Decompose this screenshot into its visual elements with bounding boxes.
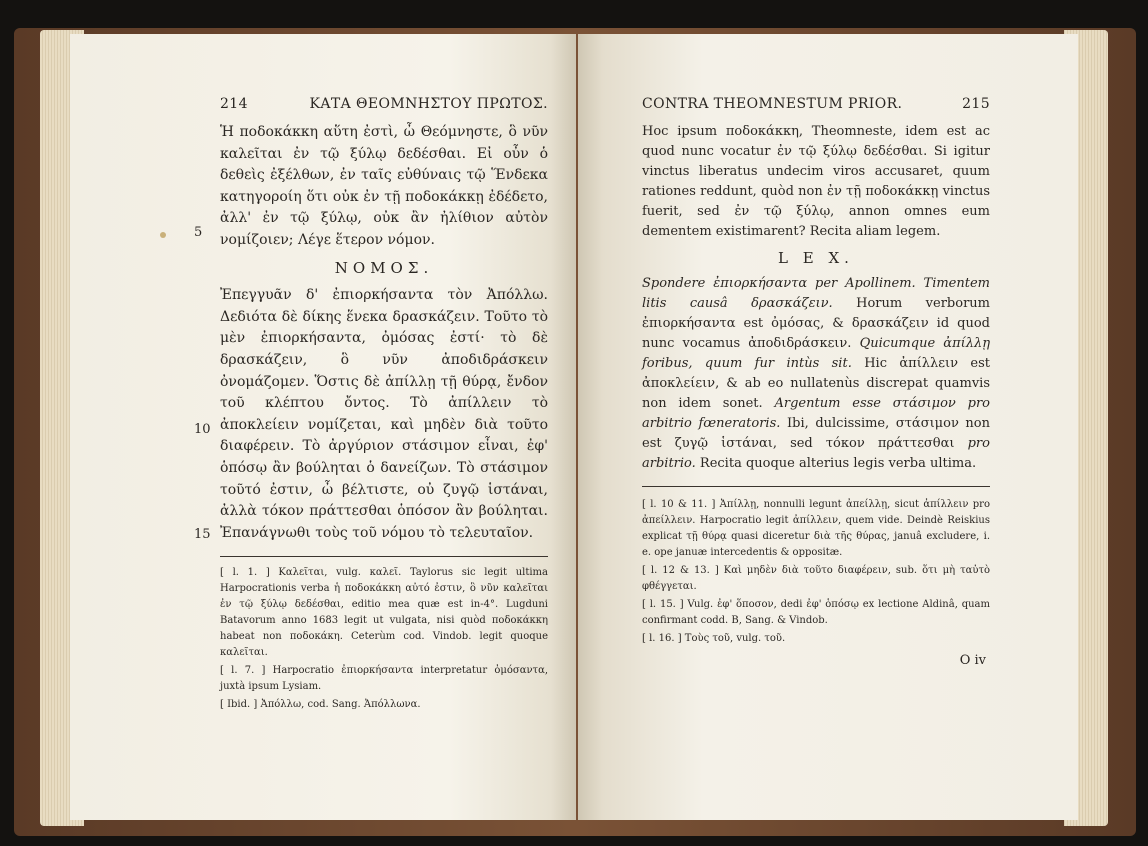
right-footnote-2: [ l. 12 & 13. ] Καὶ μηδὲν διὰ τοῦτο διαφέρειν, sub. ὅτι μὴ ταὐτὸ φθέγγεται. <box>642 565 990 592</box>
left-footnote-2: [ l. 7. ] Harpocratio ἐπιορκήσαντα interpretatur ὀμόσαντα, juxtà ipsum Lysiam. <box>220 665 548 693</box>
right-footnote-1: [ l. 10 & 11. ] Ἀπίλλῃ, nonnulli legunt ἀπείλλῃ, sicut ἀπίλλειν pro ἀπείλλειν. Harpocratio legit ἀπίλλειν, quem vide. Deindè Reiskius explicat τῇ θύρᾳ quasi diceretur διὰ τῆς θύρας, januâ excludere, i. e. ope januæ intercedentis & oppositæ. <box>642 499 990 558</box>
right-footnote-4: [ l. 16. ] Τοὺς τοῦ, vulg. τοῦ. <box>642 633 786 644</box>
left-footnotes <box>220 565 548 713</box>
left-page-number: 214 <box>220 96 248 112</box>
line-number-5: 5 <box>194 225 203 240</box>
right-footnotes <box>642 497 990 647</box>
left-greek-text <box>194 122 548 544</box>
ink-spot <box>160 232 166 238</box>
right-running-title: CONTRA THEOMNESTUM PRIOR. <box>642 96 903 112</box>
lex-text-2: Horum verborum ἐπιορκήσαντα est ὀμόσας, & δρασκάζειν id quod nunc vocamus ἀποδιδράσκειν. <box>642 296 990 351</box>
latin-paragraph-1: Hoc ipsum ποδοκάκκη, Theomneste, idem est ac quod nunc vocatur ἐν τῷ ξύλῳ δεδέσθαι. Si igitur vinctus liberatus undecim viros accusaret, quum rationes reddunt, quòd non ἐν τῇ ποδοκάκκῃ vinctus fuerit, sed ἐν τῷ ξύλῳ, annon omnes eum dementem existimarent? Recita aliam legem. <box>642 124 990 239</box>
lex-text-3: Quicumque ἀπίλλῃ foribus, quum fur intùs sit. <box>642 336 990 371</box>
signature-mark: O iv <box>959 653 986 668</box>
line-number-15: 15 <box>194 527 211 542</box>
left-section-title: ΝΟΜΟΣ. <box>334 258 434 277</box>
left-footnote-1: [ l. 1. ] Καλεῖται, vulg. καλεῖ. Taylorus sic legit ultima Harpocrationis verba ἡ ποδοκάκκη αὐτό ἐστιν, ὃ νῦν καλεῖται ἐν τῷ ξύλῳ δεδέσθαι, editio mea quæ est in-4°. Lugduni Batavorum anno 1683 legit ut vulgata, nisi quòd ποδοκάκκη habeat non ποδοκάκη. Ceterùm cod. Vindob. legit quoque καλεῖται. <box>220 567 548 659</box>
left-footnote-rule <box>220 556 548 557</box>
right-section-title: L E X. <box>778 249 854 267</box>
lex-text-7: pro arbitrio. <box>642 436 990 471</box>
greek-paragraph-2: Ἐπεγγυᾶν δ' ἐπιορκήσαντα τὸν Ἀπόλλω. Δεδιότα δὲ δίκης ἕνεκα δρασκάζειν. Τοῦτο τὸ μὲν ἐπιορκήσαντα, ὀμόσας ἐστί· τὸ δὲ δρασκάζειν, ὃ νῦν ἀποδιδράσκειν ὀνομάζομεν. Ὅστις δὲ ἀπίλλῃ τῇ θύρᾳ, ἔνδον τοῦ κλέπτου ὄντος. Τὸ ἀπίλλειν τὸ ἀποκλείειν νομίζεται, καὶ μηδὲν διὰ τοῦτο διαφέρειν. Τὸ ἀργύριον στάσιμον εἶναι, ἐφ' ὁπόσῳ ἂν βούληται ὁ δανείζων. Τὸ στάσιμον τοῦτό ἐστιν, ὦ βέλτιστε, οὐ ζυγῷ ἱστάναι, ἀλλὰ τόκον πράττεσθαι ὁπόσον ἂν βούληται. Ἐπανάγνωθι τοὺς τοῦ νόμου τὸ τελευταῖον. <box>220 287 548 541</box>
right-latin-text <box>642 122 990 474</box>
greek-paragraph-1: Ἡ ποδοκάκκη αὕτη ἐστὶ, ὦ Θεόμνηστε, ὃ νῦν καλεῖται ἐν τῷ ξύλῳ δεδέσθαι. Εἰ οὖν ὁ δεθεὶς ἐξέλθων, ἐν ταῖς εὐθύναις τῷ Ἕνδεκα κατηγοροίη ὅτι οὐκ ἐν τῇ ποδοκάκκῃ ἐδέδετο, ἀλλ' ἐν τῷ ξύλῳ, οὐκ ἂν ἠλίθιον αὐτὸν νομίζοιεν; Λέγε ἕτερον νόμον. <box>220 124 548 248</box>
left-running-head <box>220 96 548 112</box>
latin-paragraph-2 <box>642 274 990 474</box>
right-page <box>578 34 1078 820</box>
right-footnote-rule <box>642 486 990 487</box>
lex-text-5: Argentum esse στάσιμον pro arbitrio fœneratoris. <box>642 396 990 431</box>
right-page-number: 215 <box>962 96 990 112</box>
right-footnote-3: [ l. 15. ] Vulg. ἐφ' ὅποσον, dedi ἐφ' ὁπόσῳ ex lectione Aldinâ, quam confirmant codd. B, Sang. & Vindob. <box>642 599 990 626</box>
lex-text-6: Ibi, dulcissime, στάσιμον non est ζυγῷ ἱστάναι, sed τόκον πράττεσθαι <box>642 416 990 451</box>
lex-text-1: Spondere ἐπιορκήσαντα per Apollinem. Timentem litis causâ δρασκάζειν. <box>642 276 990 311</box>
left-page <box>70 34 576 820</box>
right-running-head <box>642 96 990 112</box>
line-number-10: 10 <box>194 422 211 437</box>
lex-text-4: Hic ἀπίλλειν est ἀποκλείειν, & ab eo nullatenùs discrepat quamvis non idem sonet. <box>642 356 990 411</box>
left-running-title: ΚΑΤΑ ΘΕΟΜΝΗΣΤΟΥ ΠΡΩΤΟΣ. <box>309 96 548 112</box>
lex-text-8: Recita quoque alterius legis verba ultima. <box>699 456 977 471</box>
left-footnote-3: [ Ibid. ] Ἀπόλλω, cod. Sang. Ἀπόλλωνα. <box>220 699 421 711</box>
